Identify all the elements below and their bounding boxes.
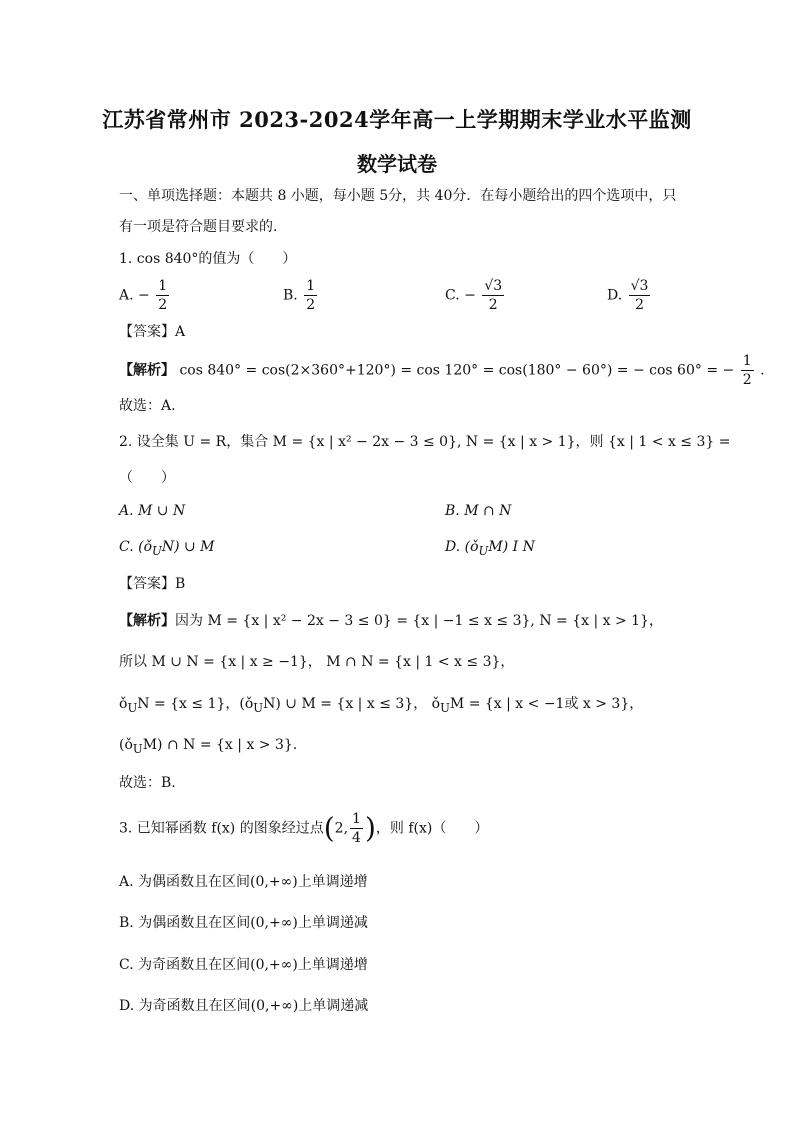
page-title: 江苏省常州市 2023-2024学年高一上学期期末学业水平监测 [102,107,692,132]
q2-analysis-line-4: $(ǒ_UM)$ ∩ N = {x | x > 3}. [119,737,298,756]
q2-analysis-line-3: $ǒ_UN = \{x \le 1\}$，$(ǒ_UN)$ ∪ M = {x | x ≤ 3}， $ǒ_UM = \{x$ | x < −1或 x > 3}， [119,696,644,715]
q2-choose: 故选：B. [119,775,176,791]
q1-option-c: C. − $\frac{√3}{2}$ [445,278,503,313]
q3-stem: 3. 已知幂函数 f(x) 的图象经过点(2, $\frac{1}{4}$ )，则 f(x)（ ） [119,811,489,846]
q2-option-c: C. $(ǒ_UN)$ ∪ M [119,539,215,558]
q2-answer: 【答案】B [119,576,186,592]
q3-option-b: B. 为偶函数且在区间(0,+∞)上单调递减 [119,915,368,931]
q2-paren: （ ） [119,470,175,486]
q1-option-b: B. $\frac{1}{2}$ [283,278,316,313]
q3-option-d: D. 为奇函数且在区间(0,+∞)上单调递减 [119,998,369,1014]
q2-option-d: D. $(ǒ_UM)$ I N [445,539,535,558]
q1-answer: 【答案】A [119,324,186,340]
q2-analysis-line-2: 所以 M ∪ N = {x | x ≥ −1}， M ∩ N = {x | 1 < x ≤ 3}， [119,654,515,670]
q1-stem: 1. cos 840°的值为（ ） [119,251,297,267]
q1-choose: 故选：A. [119,398,176,414]
q1-option-a: A. − $\frac{1}{2}$ [119,278,168,313]
q1-option-d: D. $\frac{√3}{2}$ [607,278,649,313]
q2-analysis-line-1: 【解析】因为 M = {x | x² − 2x − 3 ≤ 0} = {x | −1 ≤ x ≤ 3}, N = {x | x > 1}， [119,613,663,629]
q3-option-a: A. 为偶函数且在区间(0,+∞)上单调递增 [119,874,368,890]
q2-stem: 2. 设全集 U = R，集合 M = {x | x² − 2x − 3 ≤ 0}, N = {x | x > 1}，则 {x | 1 < x ≤ 3} = [119,434,731,450]
q2-option-b: B. M ∩ N [445,503,512,519]
section-heading-line-2: 有一项是符合题目要求的． [119,219,287,235]
q3-option-c: C. 为奇函数且在区间(0,+∞)上单调递增 [119,957,368,973]
q2-option-a: A. M ∪ N [119,503,186,519]
section-heading-line-1: 一、单项选择题：本题共 8 小题，每小题 5分，共 40分．在每小题给出的四个选项中，只 [119,188,677,204]
q1-analysis: 【解析】 cos 840° = cos(2×360°+120°) = cos 120° = cos(180° − 60°) = − cos 60° = − $\frac{1}{2}$ . [119,353,765,388]
page-subtitle: 数学试卷 [357,152,437,176]
